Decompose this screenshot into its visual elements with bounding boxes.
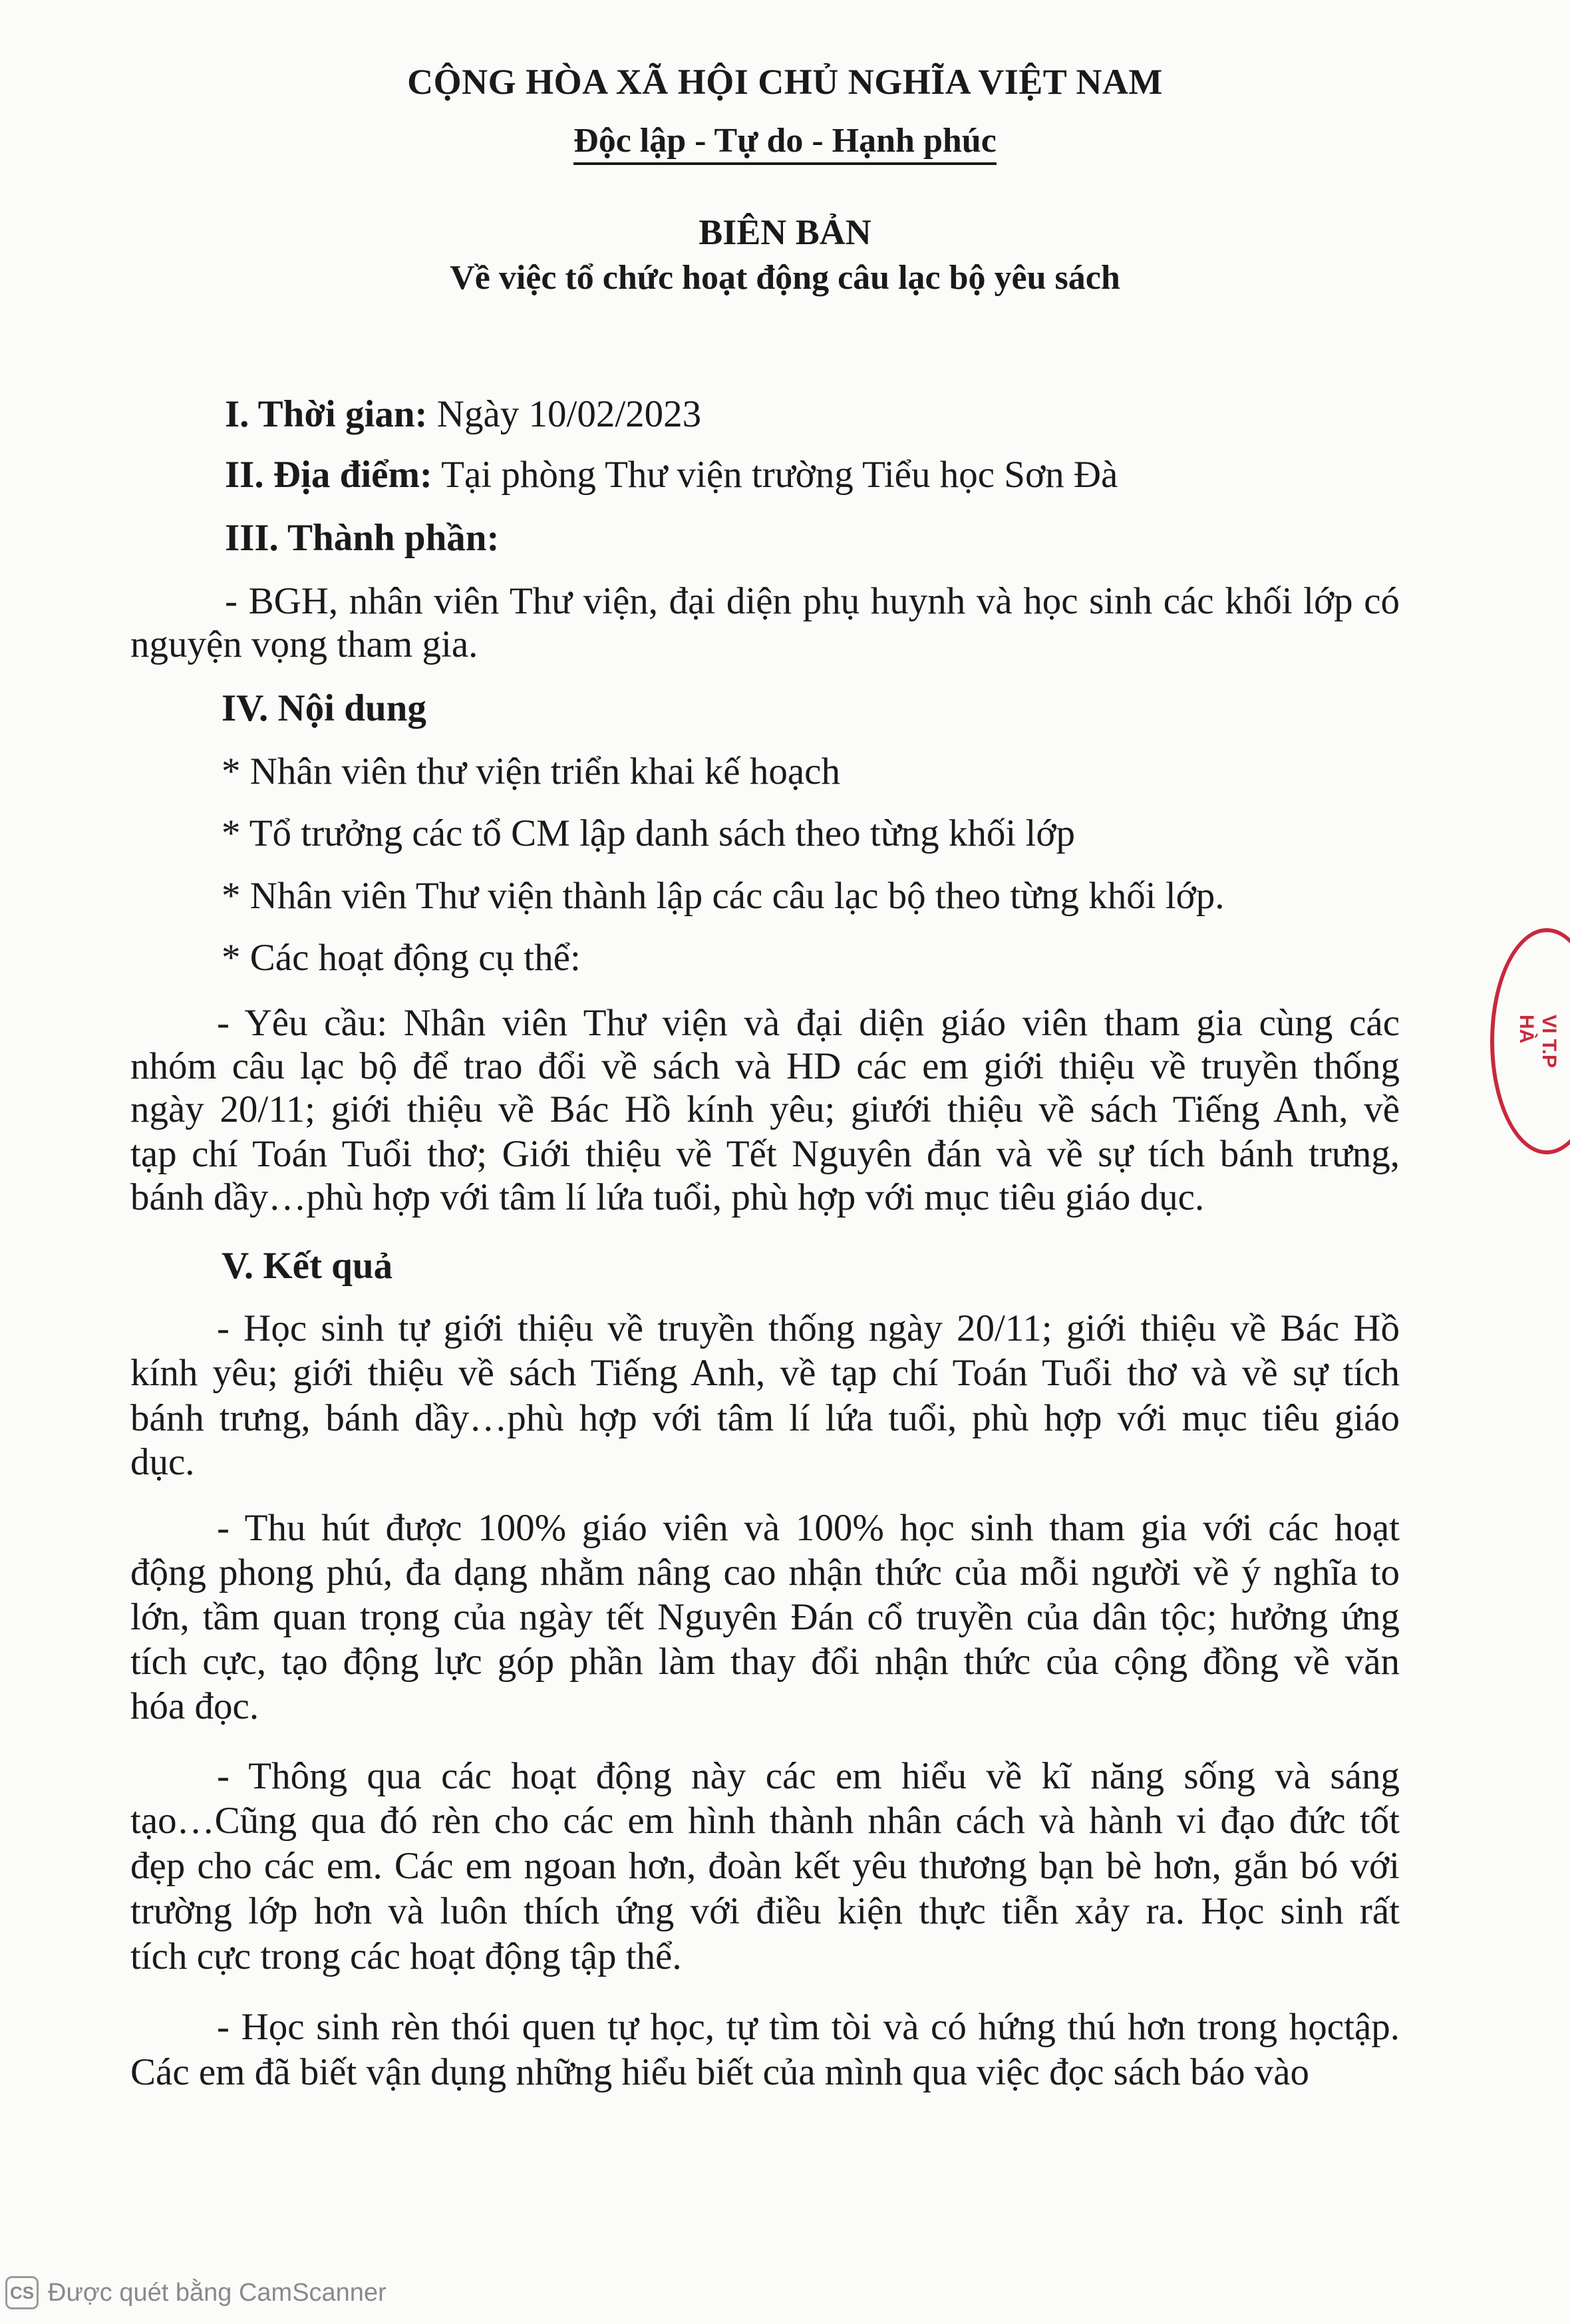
requirement-line: - Yêu cầu: Nhân viên Thư viện và đại diện giáo viên tham gia cùng các [217, 1002, 1400, 1044]
national-motto [0, 121, 1570, 160]
content-label: IV. Nội dung [222, 687, 426, 729]
result-line: lớn, tầm quan trọng của ngày tết Nguyên Đán cổ truyền của dân tộc; hưởng ứng [130, 1596, 1400, 1638]
result-line: tạo…Cũng qua đó rèn cho các em hình thành nhân cách và hành vi đạo đức tốt [130, 1800, 1400, 1842]
requirement-line: ngày 20/11; giới thiệu về Bác Hồ kính yêu; giưới thiệu về sách Tiếng Anh, về [130, 1088, 1400, 1130]
results-label: V. Kết quả [222, 1245, 393, 1287]
time-label: I. Thời gian: [225, 393, 428, 435]
result-line: - Học sinh rèn thói quen tự học, tự tìm tòi và có hứng thú hơn trong họctập. [217, 2006, 1400, 2048]
seal-text: VI T.P HÀ [1515, 1015, 1560, 1068]
content-bullet: * Nhân viên thư viện triển khai kế hoạch [222, 750, 840, 792]
section-place [225, 452, 1118, 498]
camscanner-logo-icon: CS [5, 2276, 39, 2309]
place-label: II. Địa điểm: [225, 454, 432, 496]
document-title: BIÊN BẢN [699, 212, 871, 252]
time-value: Ngày 10/02/2023 [436, 393, 702, 435]
camscanner-text: Được quét bằng CamScanner [48, 2278, 387, 2307]
result-line: tích cực trong các hoạt động tập thể. [130, 1935, 682, 1977]
national-title: CỘNG HÒA XÃ HỘI CHỦ NGHĨA VIỆT NAM [407, 62, 1163, 102]
result-line: dục. [130, 1441, 195, 1483]
content-bullet: * Nhân viên Thư viện thành lập các câu lạc bộ theo từng khối lớp. [222, 875, 1225, 917]
result-line: kính yêu; giới thiệu về sách Tiếng Anh, về tạp chí Toán Tuổi thơ và về sự tích [130, 1352, 1400, 1394]
result-line: bánh trưng, bánh dầy…phù hợp với tâm lí lứa tuổi, phù hợp với mục tiêu giáo [130, 1397, 1400, 1439]
motto-text: Độc lập - Tự do - Hạnh phúc [573, 122, 997, 165]
result-line: - Thông qua các hoạt động này các em hiểu về kĩ năng sống và sáng [217, 1755, 1400, 1797]
result-line: - Học sinh tự giới thiệu về truyền thống ngày 20/11; giới thiệu về Bác Hồ [217, 1307, 1400, 1349]
participants-line: nguyện vọng tham gia. [130, 623, 478, 665]
content-bullet: * Tổ trưởng các tổ CM lập danh sách theo từng khối lớp [222, 812, 1075, 854]
place-value: Tại phòng Thư viện trường Tiểu học Sơn Đà [441, 454, 1118, 496]
content-bullet: * Các hoạt động cụ thể: [222, 937, 581, 979]
participants-line: - BGH, nhân viên Thư viện, đại diện phụ huynh và học sinh các khối lớp có [225, 580, 1400, 622]
result-line: động phong phú, đa dạng nhằm nâng cao nhận thức của mỗi người về ý nghĩa to [130, 1552, 1400, 1593]
document-subtitle: Về việc tổ chức hoạt động câu lạc bộ yêu sách [450, 259, 1120, 297]
result-line: đẹp cho các em. Các em ngoan hơn, đoàn kết yêu thương bạn bè hơn, gắn bó với [130, 1845, 1400, 1887]
result-line: tích cực, tạo động lực góp phần làm thay đổi nhận thức của cộng đồng về văn [130, 1641, 1400, 1683]
requirement-line: bánh dầy…phù hợp với tâm lí lứa tuổi, phù hợp với mục tiêu giáo dục. [130, 1176, 1205, 1218]
result-line: Các em đã biết vận dụng những hiểu biết của mình qua việc đọc sách báo vào [130, 2051, 1310, 2093]
result-line: hóa đọc. [130, 1685, 259, 1727]
participants-label: III. Thành phần: [225, 517, 500, 559]
section-time [225, 391, 701, 438]
requirement-line: tạp chí Toán Tuổi thơ; Giới thiệu về Tết Nguyên đán và về sự tích bánh trưng, [130, 1133, 1400, 1175]
result-line: - Thu hút được 100% giáo viên và 100% học sinh tham gia với các hoạt [217, 1507, 1400, 1549]
result-line: trường lớp hơn và luôn thích ứng với điều kiện thực tiễn xảy ra. Học sinh rất [130, 1890, 1400, 1932]
camscanner-footer [5, 2274, 387, 2311]
requirement-line: nhóm câu lạc bộ để trao đổi về sách và HD các em giới thiệu về truyền thống [130, 1045, 1400, 1087]
